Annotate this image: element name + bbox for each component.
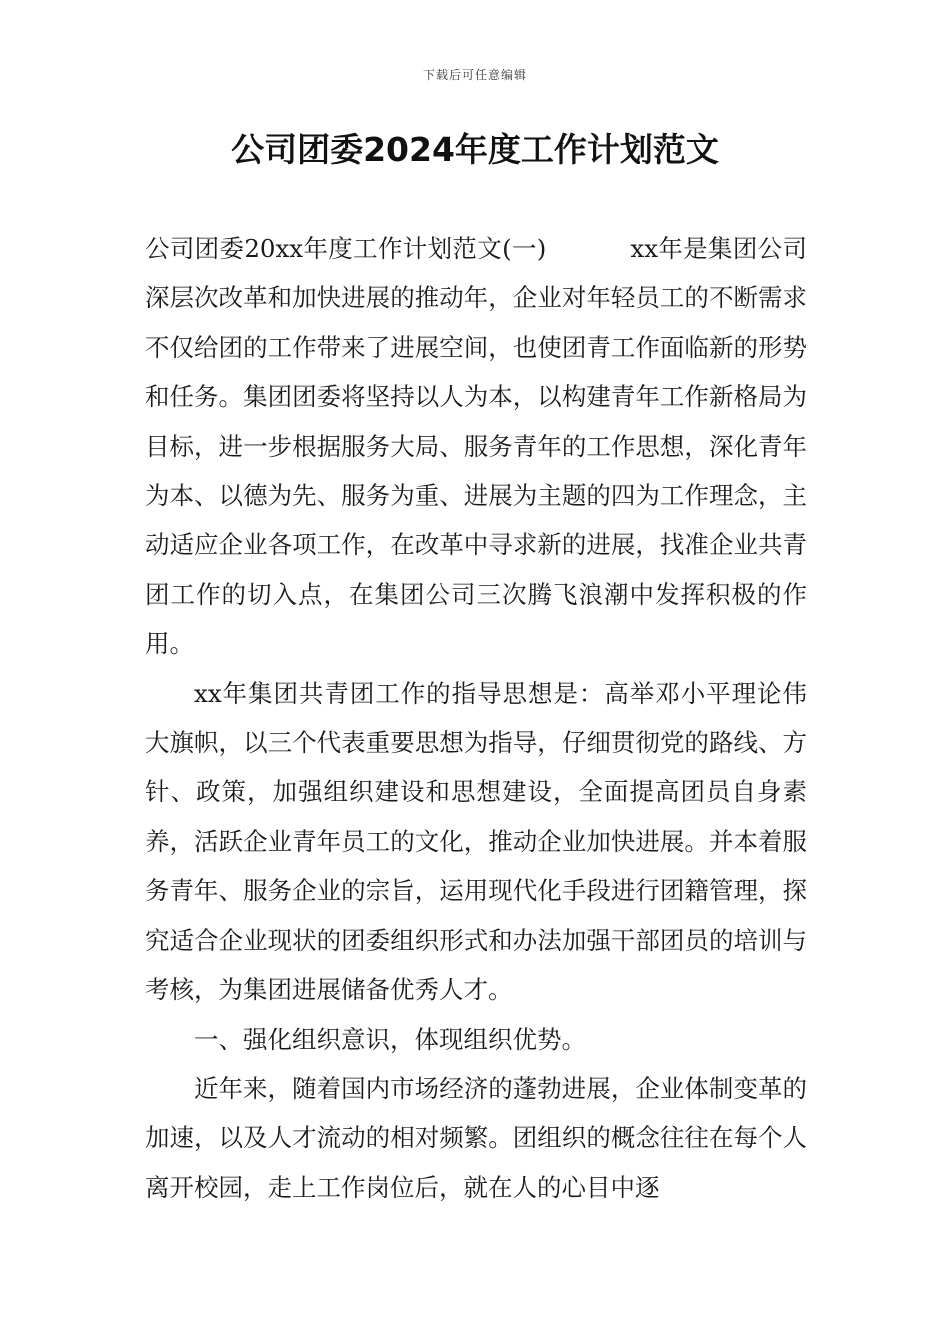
paragraph-recent-years: 近年来，随着国内市场经济的蓬勃进展，企业体制变革的加速，以及人才流动的相对频繁。团组织的概念往往在每个人离开校园，走上工作岗位后，就在人的心目中逐	[145, 1073, 807, 1202]
section-heading-1: 一、强化组织意识，体现组织优势。	[194, 1024, 586, 1054]
document-title: 公司团委2024年度工作计划范文	[231, 130, 719, 169]
intro-text: xx年是集团公司深层次改革和加快进展的推动年，企业对年轻员工的不断需求不仅给团的工作带来了进展空间，也使团青工作面临新的形势和任务。集团团委将坚持以人为本，以构建青年工作新格局为目标，进一步根据服务大局、服务青年的工作思想，深化青年为本、以德为先、服务为重、进展为主题的四为工作理念，主动适应企业各项工作，在改革中寻求新的进展，找准企业共青团工作的切入点，在集团公司三次腾飞浪潮中发挥积极的作用。	[145, 234, 807, 659]
document-body	[145, 224, 807, 1212]
intro-heading: 公司团委20xx年度工作计划范文(一)	[145, 234, 547, 263]
header-note: 下载后可任意编辑	[422, 68, 527, 82]
paragraph-guiding-thought: xx年集团共青团工作的指导思想是：高举邓小平理论伟大旗帜，以三个代表重要思想为指导，仔细贯彻党的路线、方针、政策，加强组织建设和思想建设，全面提高团员自身素养，活跃企业青年员工的文化，推动企业加快进展。并本着服务青年、服务企业的宗旨，运用现代化手段进行团籍管理，探究适合企业现状的团委组织形式和办法加强干部团员的培训与考核，为集团进展储备优秀人才。	[145, 678, 807, 1005]
intro-paragraph	[145, 224, 807, 669]
